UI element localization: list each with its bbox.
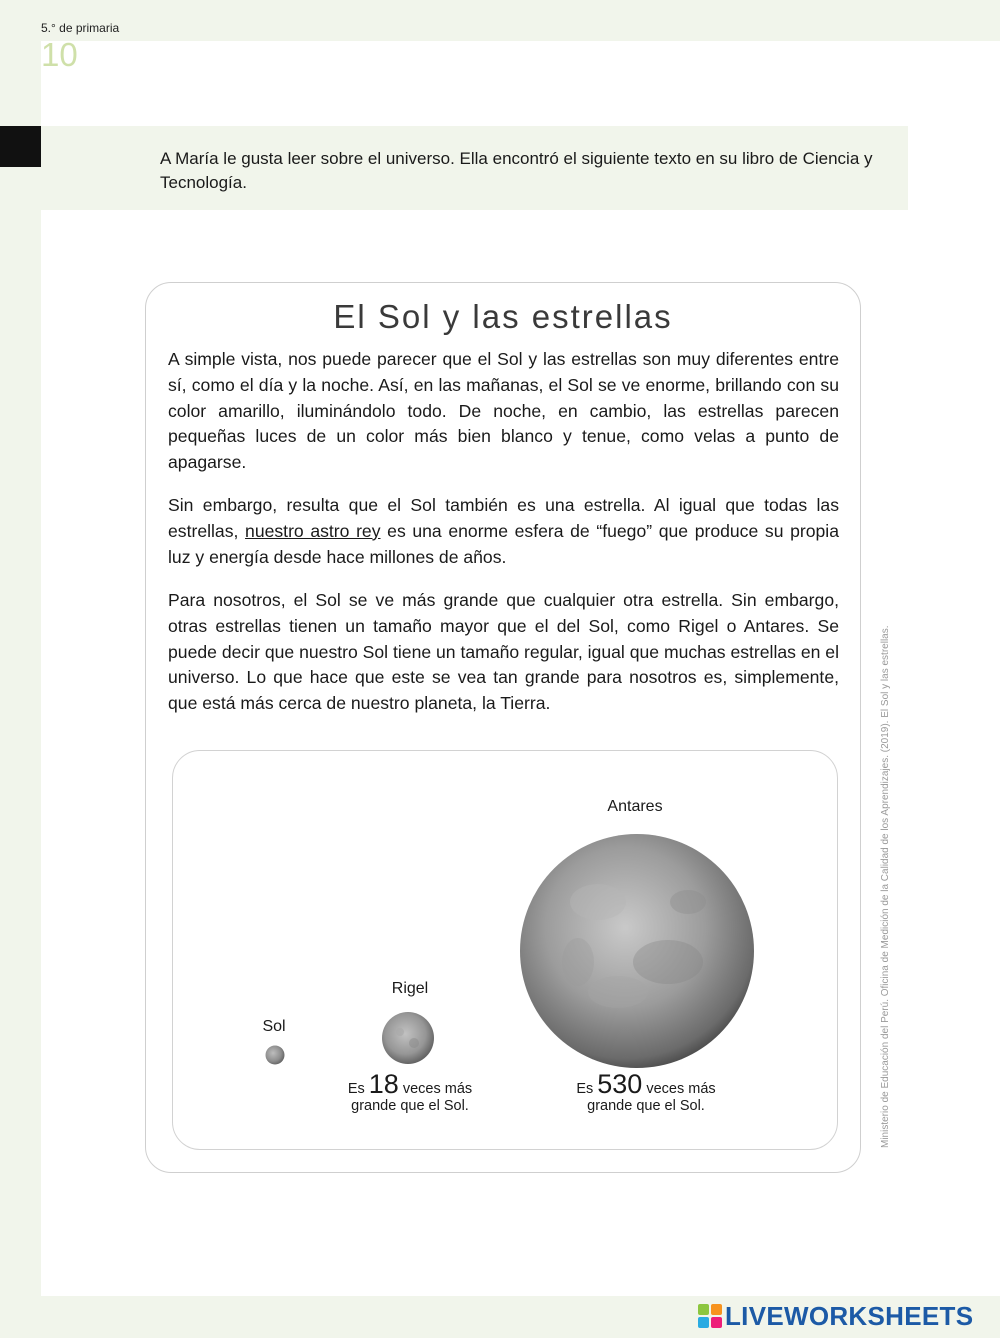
question-marker	[0, 126, 41, 167]
article-paragraph-1: A simple vista, nos puede parecer que el Sol y las estrellas son muy diferentes entre sí, como el día y la noche. Así, en las mañanas, el Sol se ve enorme, brillando con su color amarillo, iluminándolo todo. De noche, en cambio, las estrellas parecen pequeñas luces de un color más bien blanco y tenue, como velas a punto de apagarse.	[168, 349, 839, 473]
article-paragraph-3: Para nosotros, el Sol se ve más grande que cualquier otra estrella. Sin embargo, otras estrellas tienen un tamaño mayor que el del Sol, como Rigel o Antares. Se puede decir que nuestro Sol tiene un tamaño regular, igual que muchas estrellas en el universo. Lo que hace que este se vea tan grande para nosotros es, simplemente, que está más cerca de nuestro planeta, la Tierra.	[168, 590, 839, 714]
sun-image	[264, 1044, 286, 1066]
p2-text-end: es una enorme esfera de “fuego” que produce su propia luz y energía desde hace millones de años.	[168, 520, 840, 567]
antares-compare-pre: Es	[576, 1081, 594, 1097]
article-title: El Sol y las estrellas	[333, 298, 673, 335]
page-number: 10	[41, 36, 78, 73]
source-credit: Ministerio de Educación del Perú. Oficina de Medición de la Calidad de los Aprendizajes. (2019). El Sol y las estrellas.	[880, 625, 891, 1148]
rigel-image	[380, 1010, 436, 1066]
liveworksheets-wordmark: LIVEWORKSHEETS	[725, 1301, 974, 1331]
rigel-compare-pre: Es	[347, 1081, 365, 1097]
antares-image	[518, 832, 756, 1070]
p2-text-start: Sin embargo, resulta que el Sol también es una estrella. Al igual que todas las estrellas,	[168, 495, 839, 541]
grade-label: 5.° de primaria	[41, 21, 120, 35]
antares-label: Antares	[607, 798, 663, 815]
antares-comparison	[551, 1069, 741, 1115]
antares-times-value: 530	[597, 1069, 643, 1099]
antares-compare-line2: grande que el Sol.	[587, 1098, 705, 1114]
article-paragraph-2	[168, 493, 839, 570]
intro-text: A María le gusta leer sobre el universo. Ella encontró el siguiente texto en su libro de Ciencia y Tecnología.	[160, 149, 873, 192]
antares-compare-post: veces más	[646, 1081, 716, 1097]
rigel-compare-line2: grande que el Sol.	[351, 1098, 469, 1114]
rigel-label: Rigel	[391, 980, 429, 997]
rigel-times-value: 18	[368, 1069, 399, 1099]
underlined-phrase: nuestro astro rey	[245, 520, 381, 541]
sun-label: Sol	[262, 1018, 286, 1035]
liveworksheets-logo-icon	[698, 1304, 722, 1328]
liveworksheets-brand[interactable]	[698, 1303, 973, 1329]
rigel-compare-post: veces más	[402, 1081, 473, 1097]
rigel-comparison	[315, 1069, 505, 1115]
